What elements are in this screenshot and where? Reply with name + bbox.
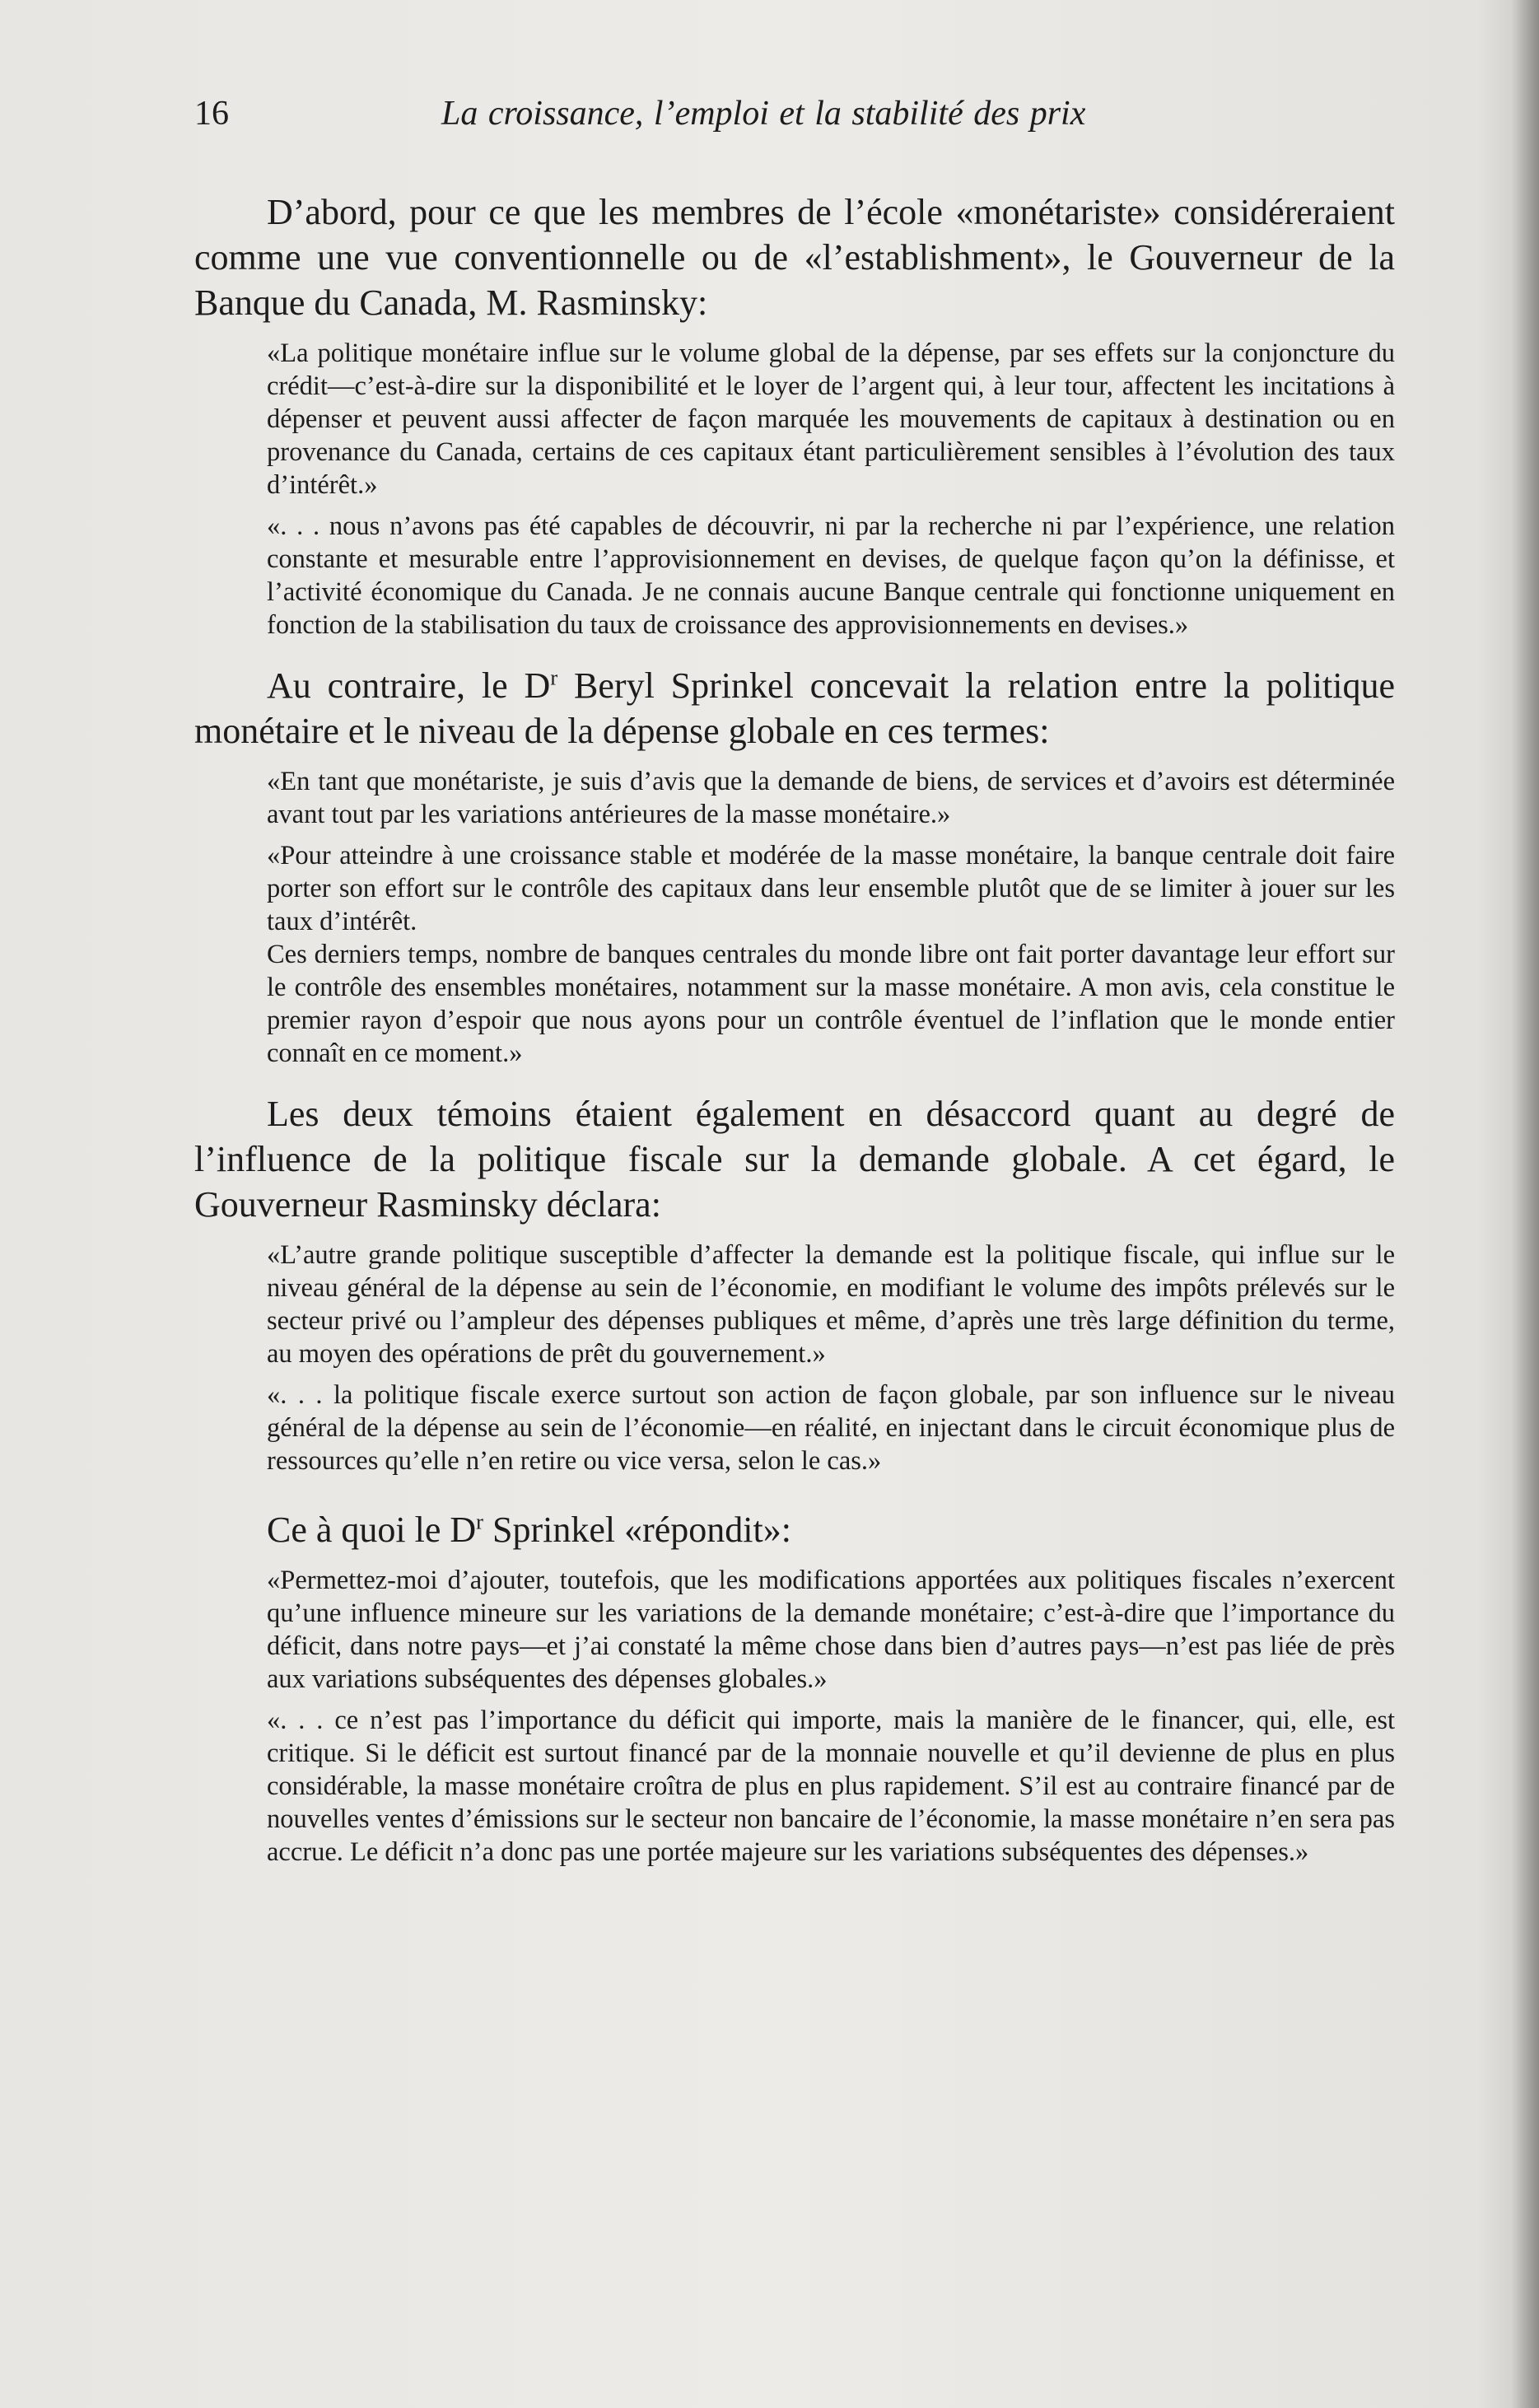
paragraph-sprinkel-reply-after: Sprinkel «répondit»: <box>483 1510 791 1550</box>
paragraph-rasminsky-intro: D’abord, pour ce que les membres de l’école «monétariste» considéreraient comme une vue conventionnelle ou de «l’establishment», le Gouverneur de la Banque du Canada, M. Rasminsky: <box>194 192 1395 323</box>
quote-rasminsky-1: «La politique monétaire influe sur le volume global de la dépense, par ses effets sur la conjoncture du crédit—c’est-à-dire sur la disponibilité et le loyer de l’argent qui, à leur tour, affectent les incitations à dépenser et peuvent aussi affecter de façon marquée les mouvements de capitaux à destination ou en provenance du Canada, certains de ces capitaux étant particulièrement sensibles à l’évolution des taux d’intérêt.» <box>267 338 1395 500</box>
quote-sprinkel-4: «Permettez-moi d’ajouter, toutefois, que les modifications apportées aux politiques fiscales n’exercent qu’une influence mineure sur les variations de la demande monétaire; c’est-à-dire que l’importance du déficit, dans notre pays—et j’ai constaté la même chose dans bien d’autres pays—n’est pas liée de près aux variations subséquentes des dépenses globales.» <box>267 1566 1395 1694</box>
paragraph-sprinkel-reply-before: Ce à quoi le D <box>267 1510 477 1550</box>
paragraph-sprinkel-intro <box>194 663 1395 754</box>
paragraph-fiscal-disagreement: Les deux témoins étaient également en désaccord quant au degré de l’influence de la politique fiscale sur la demande globale. A cet égard, le Gouverneur Rasminsky déclara: <box>194 1094 1395 1225</box>
quote-sprinkel-5: «. . . ce n’est pas l’importance du déficit qui importe, mais la manière de le financer, qui, elle, est critique. Si le déficit est surtout financé par de la monnaie nouvelle et qu’il devienne de plus en plus considérable, la masse monétaire croîtra de plus en plus rapidement. S’il est au contraire financé par de nouvelles ventes d’émissions sur le secteur non bancaire de l’économie, la masse monétaire n’en sera pas accrue. Le déficit n’a donc pas une portée majeure sur les variations subséquentes des dépenses.» <box>267 1706 1395 1867</box>
quote-sprinkel-3: Ces derniers temps, nombre de banques centrales du monde libre ont fait porter davantage leur effort sur le contrôle des ensembles monétaires, notamment sur la masse monétaire. A mon avis, cela constitue le premier rayon d’espoir que nous ayons pour un contrôle éventuel de l’inflation que le monde entier connaît en ce moment.» <box>267 940 1395 1068</box>
page-body <box>194 189 1395 1877</box>
book-spine-shadow <box>1511 0 1539 2408</box>
paragraph-sprinkel-reply <box>194 1507 1395 1552</box>
quote-rasminsky-3: «L’autre grande politique susceptible d’affecter la demande est la politique fiscale, qui influe sur le niveau général de la dépense au sein de l’économie, en modifiant le volume des impôts prélevés sur le secteur privé ou l’ampleur des dépenses publiques et même, d’après une très large définition du terme, au moyen des opérations de prêt du gouvernement.» <box>267 1240 1395 1369</box>
paragraph-sprinkel-intro-before: Au contraire, le D <box>267 665 551 706</box>
running-title: La croissance, l’emploi et la stabilité des prix <box>441 95 1086 133</box>
quote-rasminsky-2: «. . . nous n’avons pas été capables de découvrir, ni par la recherche ni par l’expérience, une relation constante et mesurable entre l’approvisionnement en devises, de quelque façon qu’on la définisse, et l’activité économique du Canada. Je ne connais aucune Banque centrale qui fonctionne uniquement en fonction de la stabilisation du taux de croissance des approvisionnements en devises.» <box>267 511 1395 640</box>
page-number: 16 <box>194 95 229 133</box>
quote-sprinkel-1: «En tant que monétariste, je suis d’avis que la demande de biens, de services et d’avoirs est déterminée avant tout par les variations antérieures de la masse monétaire.» <box>267 767 1395 829</box>
quote-sprinkel-2: «Pour atteindre à une croissance stable et modérée de la masse monétaire, la banque centrale doit faire porter son effort sur le contrôle des capitaux dans leur ensemble plutôt que de se limiter à jouer sur les taux d’intérêt. <box>267 841 1395 936</box>
doctor-superscript-2: r <box>476 1509 483 1534</box>
paragraph-sprinkel-intro-after: Beryl Sprinkel concevait la relation entre la politique monétaire et le niveau de la dépense globale en ces termes: <box>194 665 1395 751</box>
page-header <box>194 89 1331 138</box>
quote-rasminsky-4: «. . . la politique fiscale exerce surtout son action de façon globale, par son influence sur le niveau général de la dépense au sein de l’économie—en réalité, en injectant dans le circuit économique plus de ressources qu’elle n’en retire ou vice versa, selon le cas.» <box>267 1380 1395 1476</box>
doctor-superscript: r <box>550 665 558 690</box>
